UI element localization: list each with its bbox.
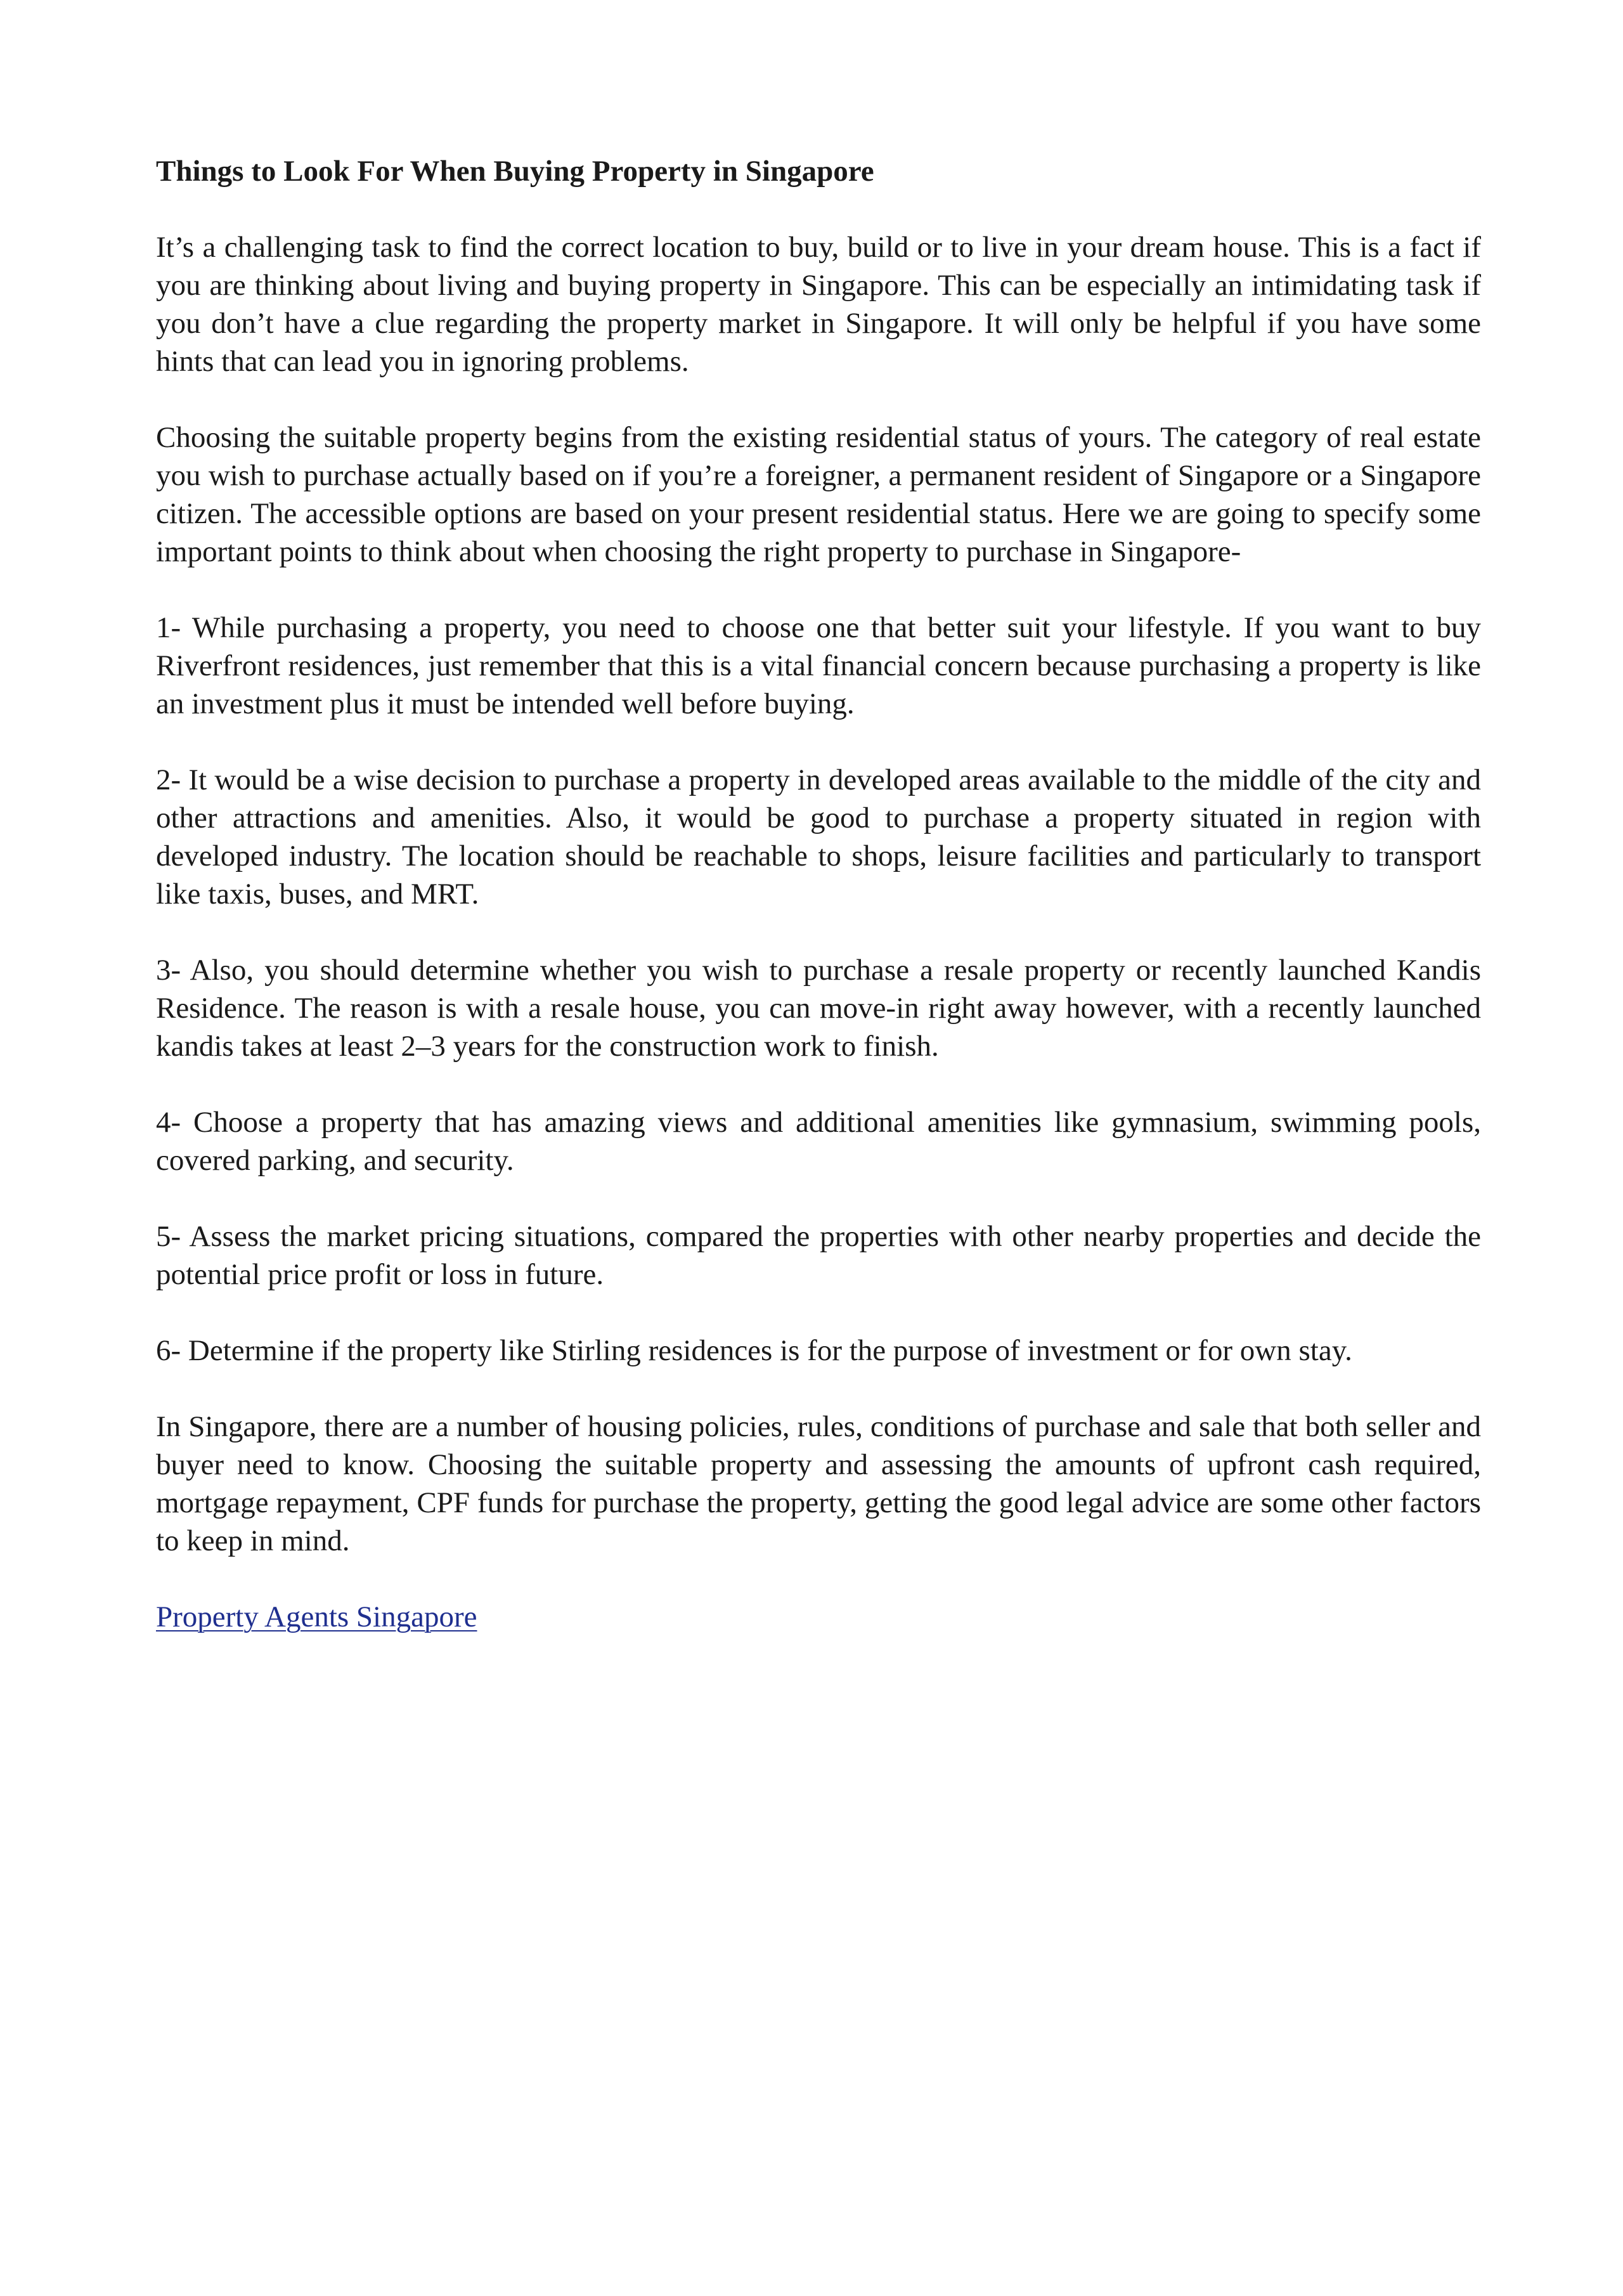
property-agents-link[interactable]: Property Agents Singapore xyxy=(156,1600,477,1633)
document-title: Things to Look For When Buying Property in Singapore xyxy=(156,155,874,188)
link-paragraph xyxy=(156,1598,1481,1636)
paragraph-point-2: 2- It would be a wise decision to purchase a property in developed areas available to the middle of the city and other attractions and amenities. Also, it would be good to purchase a property situated in region with developed industry. The location should be reachable to shops, leisure facilities and particularly to transport like taxis, buses, and MRT. xyxy=(156,763,1481,911)
paragraph-point-3: 3- Also, you should determine whether you wish to purchase a resale property or recently launched Kandis Residence. The reason is with a resale house, you can move-in right away however, with a recently launched kandis takes at least 2–3 years for the construction work to finish. xyxy=(156,954,1481,1063)
paragraph-intro: It’s a challenging task to find the correct location to buy, build or to live in your dream house. This is a fact if you are thinking about living and buying property in Singapore. This can be especially an intimidating task if you don’t have a clue regarding the property market in Singapore. It will only be helpful if you have some hints that can lead you in ignoring problems. xyxy=(156,231,1481,378)
paragraph-residential-status: Choosing the suitable property begins from the existing residential status of yours. The category of real estate you wish to purchase actually based on if you’re a foreigner, a permanent resident of Singapore or a Singapore citizen. The accessible options are based on your present residential status. Here we are going to specify some important points to think about when choosing the right property to purchase in Singapore- xyxy=(156,421,1481,568)
paragraph-point-5: 5- Assess the market pricing situations, compared the properties with other nearby properties and decide the potential price profit or loss in future. xyxy=(156,1220,1481,1291)
document-body xyxy=(156,152,1481,1674)
paragraph-point-4: 4- Choose a property that has amazing views and additional amenities like gymnasium, swimming pools, covered parking, and security. xyxy=(156,1106,1481,1177)
paragraph-conclusion: In Singapore, there are a number of housing policies, rules, conditions of purchase and sale that both seller and buyer need to know. Choosing the suitable property and assessing the amounts of upfront cash required, mortgage repayment, CPF funds for purchase the property, getting the good legal advice are some other factors to keep in mind. xyxy=(156,1410,1481,1557)
paragraph-point-1: 1- While purchasing a property, you need to choose one that better suit your lifestyle. If you want to buy Riverfront residences, just remember that this is a vital financial concern because purchasing a property is like an investment plus it must be intended well before buying. xyxy=(156,611,1481,720)
paragraph-point-6: 6- Determine if the property like Stirling residences is for the purpose of investment or for own stay. xyxy=(156,1334,1352,1367)
